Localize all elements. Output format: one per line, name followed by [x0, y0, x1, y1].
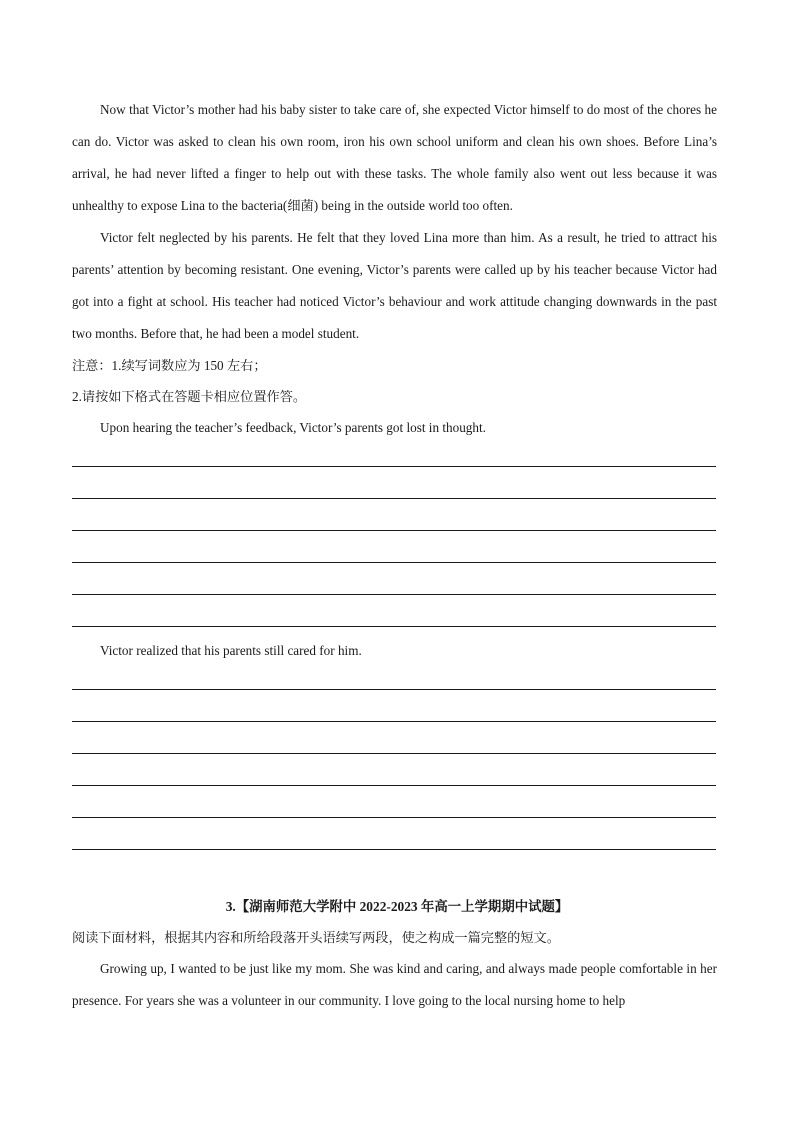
answer-line: [72, 785, 716, 786]
answer-line: [72, 721, 716, 722]
section-heading: 3.【湖南师范大学附中 2022-2023 年高一上学期期中试题】: [225, 899, 569, 914]
answer-line: [72, 817, 716, 818]
passage-paragraph-1: Now that Victor’s mother had his baby sister to take care of, she expected Victor himself to do most of the chores he can do. Victor was asked to clean his own room, iron his own school uniform and clean his own shoes. Before Lina’s arrival, he had never lifted a finger to help out with these tasks. The whole family also went out less because it was unhealthy to expose Lina to the bacteria(细菌) being in the outside world too often.: [72, 102, 717, 213]
continuation-prompt-1: Upon hearing the teacher’s feedback, Victor’s parents got lost in thought.: [100, 420, 486, 435]
answer-line: [72, 562, 716, 563]
answer-line: [72, 753, 716, 754]
answer-line: [72, 626, 716, 627]
section-instruction: 阅读下面材料，根据其内容和所给段落开头语续写两段，使之构成一篇完整的短文。: [72, 930, 560, 945]
answer-line: [72, 466, 716, 467]
section-paragraph-1: Growing up, I wanted to be just like my mom. She was kind and caring, and always made people comfortable in her presence. For years she was a volunteer in our community. I love going to the local nursing home to help: [72, 961, 717, 1008]
answer-line: [72, 689, 716, 690]
answer-line: [72, 594, 716, 595]
answer-line: [72, 530, 716, 531]
answer-line: [72, 849, 716, 850]
passage-paragraph-2: Victor felt neglected by his parents. He felt that they loved Lina more than him. As a result, he tried to attract his parents’ attention by becoming resistant. One evening, Victor’s parents were called up by his teacher because Victor had got into a fight at school. His teacher had noticed Victor’s behaviour and work attitude changing downwards in the past two months. Before that, he had been a model student.: [72, 230, 717, 341]
note-word-count: 注意：1.续写词数应为 150 左右；: [72, 358, 267, 373]
note-answer-format: 2.请按如下格式在答题卡相应位置作答。: [72, 389, 307, 404]
continuation-prompt-2: Victor realized that his parents still cared for him.: [100, 643, 362, 658]
answer-line: [72, 498, 716, 499]
